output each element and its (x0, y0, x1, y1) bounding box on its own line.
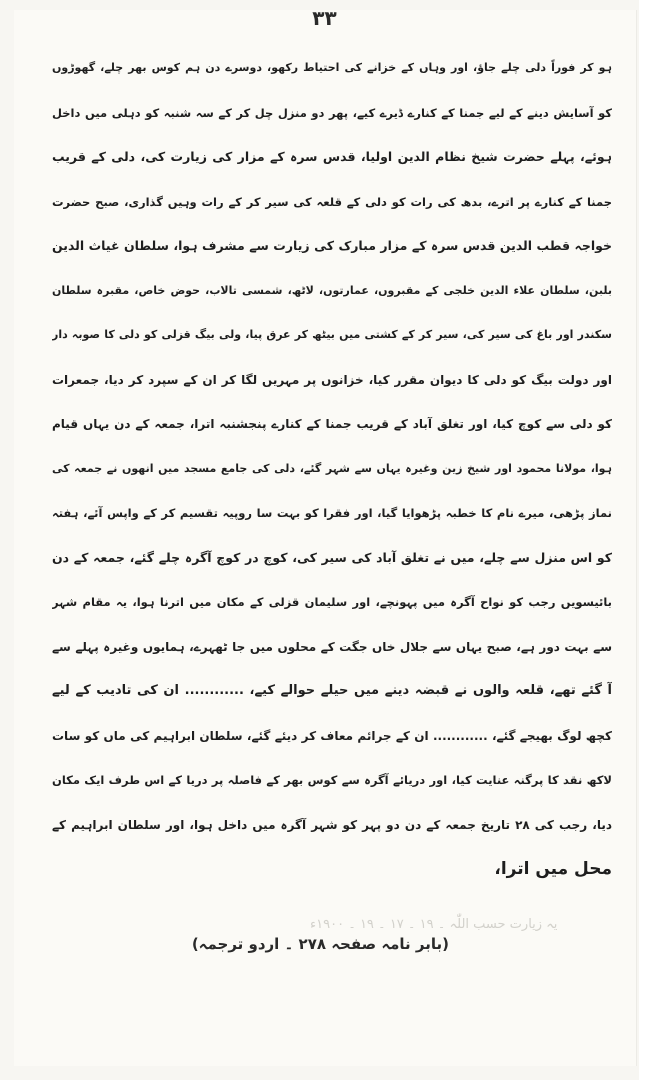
text-line-8: اور دولت بیگ کو دلی کا دیوان مقرر کیا، خزانوں پر مہریں لگا کر ان کے سپرد کر دیا، جمعرات (52, 372, 612, 387)
text-line-16: کچھ لوگ بھیجے گئے، ............ ان کے جرائم معاف کر دیئے گئے، سلطان ابراہیم کی ماں کو سات (52, 728, 612, 743)
bleed-through-text: یہ زیارت حسب اللّٰہ ۔ ۱۹ ۔ ۱۷ ۔ ۱۹ ۔ ۱۹۰۰ء (310, 917, 558, 932)
text-line-10: ہوا، مولانا محمود اور شیخ زین وغیرہ یہاں سے شہر گئے، دلی کی جامع مسجد میں انھوں نے جمعہ کی (52, 461, 612, 475)
text-line-19: محل میں اترا، (494, 859, 612, 879)
text-line-13: بائیسویں رجب کو نواح آگرہ میں پہونچے، اور سلیمان قزلی کے مکان میں اترنا ہوا، یہ مقام شہر (52, 595, 612, 609)
text-line-18: دیا، رجب کی ۲۸ تاریخ جمعہ کے دن دو پہر کو شہر آگرہ میں داخل ہوا، اور سلطان ابراہیم کے (52, 817, 612, 832)
text-line-1: ہو کر فوراً دلی چلے جاؤ، اور وہاں کے خزانے کی احتیاط رکھو، دوسرے دن ہم کوس بھر چلے، گھوڑوں (52, 61, 612, 74)
body-text (52, 46, 612, 892)
text-line-7: سکندر اور باغ کی سیر کی، سیر کر کے کشتی میں بیٹھ کر عرق پیا، ولی بیگ قزلی کو دلی کا صوبہ دار (52, 328, 612, 341)
source-citation: (بابر نامہ صفحہ ۲۷۸ ۔ اردو ترجمہ) (191, 935, 449, 953)
text-line-15: آ گئے تھے، قلعہ والوں نے قبضہ دینے میں حیلے حوالے کیے، ............ ان کی تادیب کے لیے (52, 683, 612, 698)
text-line-9: کو دلی سے کوچ کیا، اور تغلق آباد کے قریب جمنا کے کنارے پنجشنبہ اترا، جمعہ کے دن یہاں قیام (52, 417, 612, 431)
text-line-3: ہوئے، پہلے حضرت شیخ نظام الدین اولیا، قدس سرہ کے مزار کی زیارت کی، دلی کے قریب (52, 149, 612, 164)
text-line-2: کو آسایش دینے کے لیے جمنا کے کنارے ڈیرے کیے، پھر دو منزل چل کر کے سہ شنبہ کو دہلی میں داخل (52, 105, 612, 120)
text-line-12: کو اس منزل سے چلے، میں نے تغلق آباد کی سیر کی، کوچ در کوچ آگرہ چلے گئے، جمعہ کے دن (52, 549, 612, 565)
page-number: ۳۳ (312, 6, 337, 30)
text-line-17: لاکھ نقد کا پرگنہ عنایت کیا، اور دریائے آگرہ سے کوس بھر کے فاصلہ پر دریا کے اس طرف ایک مکان (52, 773, 612, 787)
page-edge (639, 0, 649, 1080)
text-line-11: نماز پڑھی، میرے نام کا خطبہ پڑھوایا گیا، اور فقرا کو بہت سا روپیہ تقسیم کر کے واپس آئے، ہفتہ (52, 506, 612, 520)
text-line-4: جمنا کے کنارے پر اترے، بدھ کی رات کو دلی کے قلعہ کی سیر کر کے رات وہیں گذاری، صبح حضرت (52, 194, 612, 209)
text-line-6: بلبن، سلطان علاء الدین خلجی کے مقبروں، عمارتوں، لاٹھ، شمسی تالاب، حوض خاص، مقبرہ سلطان (52, 283, 612, 297)
text-line-5: خواجہ قطب الدین قدس سرہ کے مزار مبارک کی زیارت سے مشرف ہوا، سلطان غیاث الدین (52, 238, 612, 253)
text-line-14: سے بہت دور ہے، صبح یہاں سے جلال خاں جگت کے محلوں میں جا ٹھہرے، ہمایوں وغیرہ پہلے سے (52, 639, 612, 654)
